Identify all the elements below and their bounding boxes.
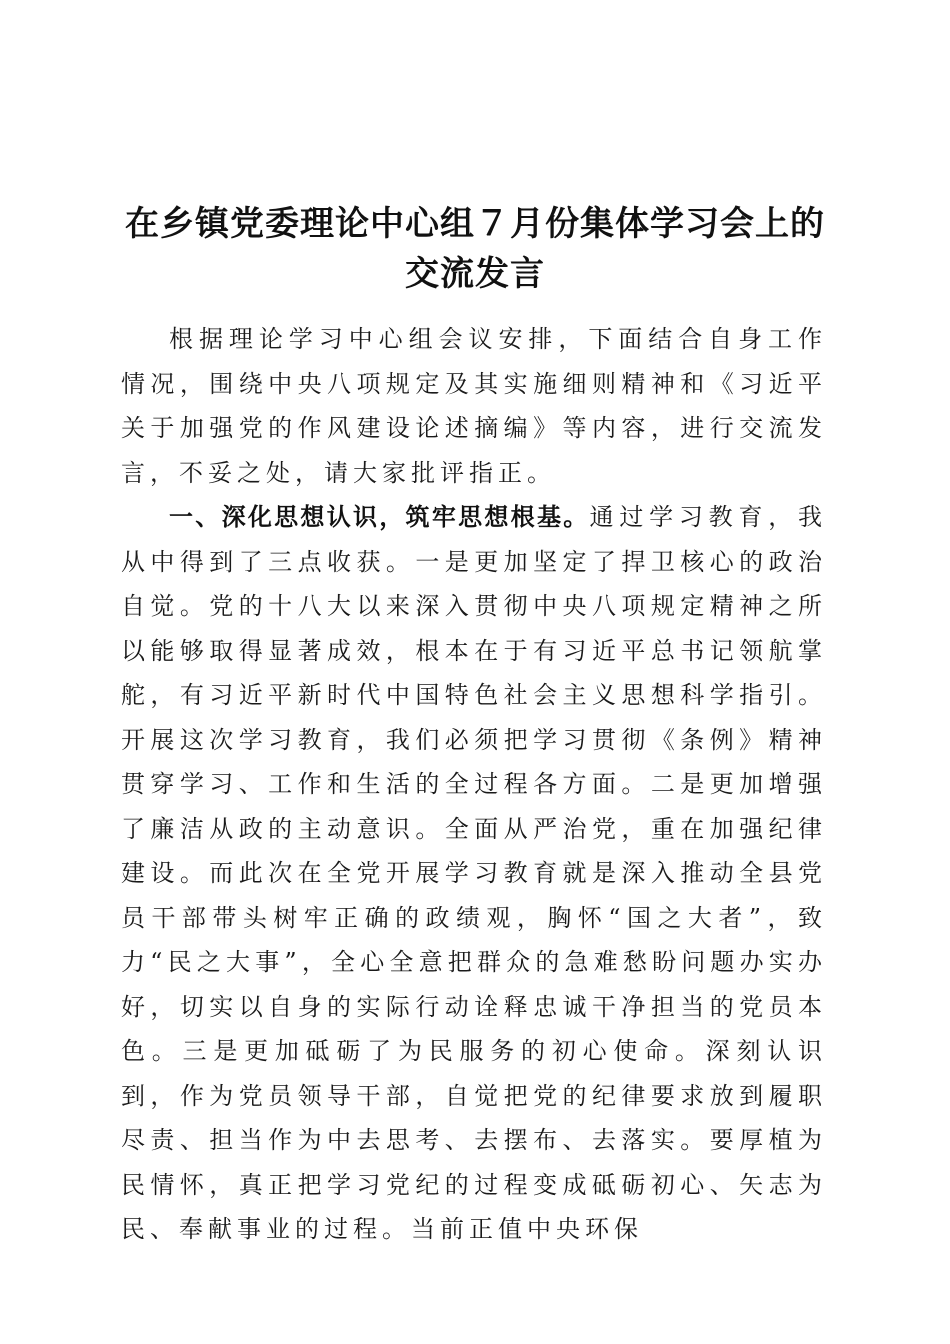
- paragraph-section-1: [121, 495, 827, 1252]
- title-line-1: 在乡镇党委理论中心组７月份集体学习会上的: [125, 203, 825, 244]
- document-title: [100, 199, 850, 299]
- title-line-2: 交流发言: [405, 253, 545, 294]
- paragraph-intro-text: 根据理论学习中心组会议安排，下面结合自身工作情况，围绕中央八项规定及其实施细则精神和《习近平关于加强党的作风建设论述摘编》等内容，进行交流发言，不妥之处，请大家批评指正。: [121, 325, 827, 487]
- section-1-text: 通过学习教育，我从中得到了三点收获。一是更加坚定了捍卫核心的政治自觉。党的十八大以来深入贯彻中央八项规定精神之所以能够取得显著成效，根本在于有习近平总书记领航掌舵，有习近平新时代中国特色社会主义思想科学指引。开展这次学习教育，我们必须把学习贯彻《条例》精神贯穿学习、工作和生活的全过程各方面。二是更加增强了廉洁从政的主动意识。全面从严治党，重在加强纪律建设。而此次在全党开展学习教育就是深入推动全县党员干部带头树牢正确的政绩观，胸怀“国之大者”，致力“民之大事”，全心全意把群众的急难愁盼问题办实办好，切实以自身的实际行动诠释忠诚干净担当的党员本色。三是更加砥砺了为民服务的初心使命。深刻认识到，作为党员领导干部，自觉把党的纪律要求放到履职尽责、担当作为中去思考、去摆布、去落实。要厚植为民情怀，真正把学习党纪的过程变成砥砺初心、矢志为民、奉献事业的过程。当前正值中央环保: [121, 503, 828, 1243]
- section-1-heading: 一、深化思想认识，筑牢思想根基。: [169, 503, 590, 531]
- paragraph-intro: [121, 317, 827, 495]
- document-body: [121, 317, 827, 1252]
